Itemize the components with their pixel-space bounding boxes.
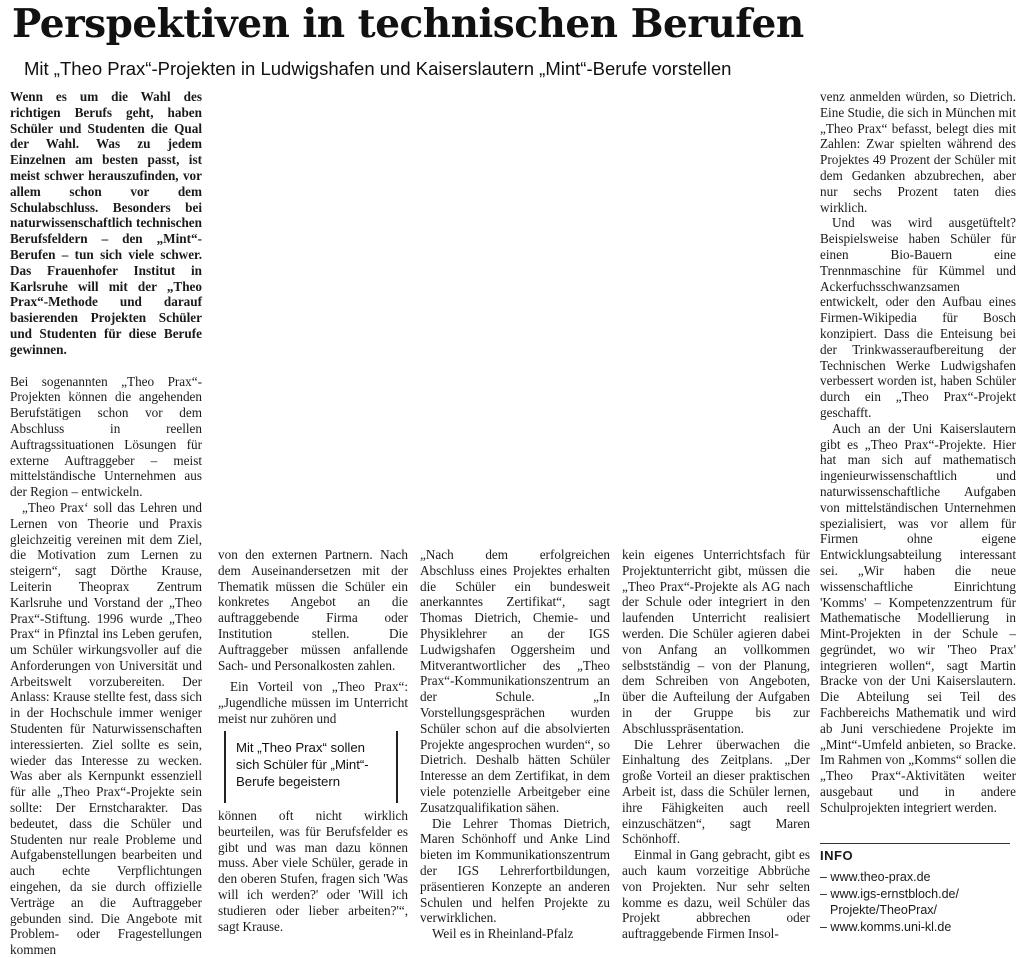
body-paragraph: können oft nicht wirklich beurteilen, was für Berufsfelder es gibt und was man dazu können muss. Aber viele Schüler, gerade in den oberen Stufen, fragen sich 'Was will ich werden?' oder 'Will ich studieren oder lieber arbeiten?'“, sagt Krause. [218,808,408,934]
pull-quote-line: sich Schüler für „Mint“- [236,757,369,772]
pull-quote-line: Mit „Theo Prax“ sollen [236,740,365,755]
body-paragraph: Ein Vorteil von „Theo Prax“: „Jugendliche müssen im Unterricht meist nur zuhören und [218,679,408,726]
info-link[interactable]: – www.theo-prax.de [820,870,931,884]
body-paragraph: „Theo Prax‘ soll das Lehren und Lernen von Theorie und Praxis gleichzeitig vereinen mit dem Ziel, die Motivation zum Lernen zu steigern“, sagt Dörthe Krause, Leiterin Theoprax Zentrum Karlsruhe und Vorstand der „Theo Prax“-Stiftung. 1996 wurde „Theo Prax“ in Pfinztal ins Leben gerufen, um Schüler wirkungsvoller auf die Anforderungen von Universität und Arbeitswelt vorzubereiten. Der Anlass: Krause stellte fest, dass sich in der Hochschule immer weniger Studenten für Naturwissenschaften interessierten. Ziel sollte es sein, wieder das Interesse zu wecken. Was aber als Kernpunkt essenziell für alle „Theo Prax“-Projekte sein sollte: Der Ernstcharakter. Das bedeutet, dass die Schüler und Studenten nur reale Probleme und Aufgabenstellungen bearbeiten und auch echte Verpflichtungen eingehen, da sie durch offizielle Verträge an die Auftraggeber gebunden sind. Die Angebote mit Problem- oder Fragestellungen kommen [10,499,202,958]
body-paragraph: von den externen Partnern. Nach dem Auseinandersetzen mit der Thematik müssen die Schüler ein konkretes Angebot an die auftraggebende Firma oder Institution stellen. Die Auftraggeber müssen anfallende Sach- und Personalkosten zahlen. [218,547,408,673]
pull-quote-line: Berufe begeistern [236,774,341,789]
column-2-continued [218,808,408,933]
body-paragraph: kein eigenes Unterrichtsfach für Projektunterricht gibt, müssen die „Theo Prax“-Projekte als AG nach der Schule oder integriert in den laufenden Unterricht realisiert werden. Die Schüler agieren dabei von Anfang an vollkommen selbstständig – von der Planung, dem Schreiben von Angeboten, über die Aufteilung der Aufgaben in der Gruppe bis zur Abschlusspräsentation. [622,547,810,736]
column-2 [218,547,408,727]
lead-paragraph: Wenn es um die Wahl des richtigen Berufs geht, haben Schüler und Studenten die Qual der Wahl. Was zu jedem Einzelnen am besten passt, ist meist schwer herauszufinden, vor allem schon vor dem Schulabschluss. Besonders bei naturwissenschaftlich technischen Berufsfeldern – den „Mint“-Berufen – tun sich viele schwer. Das Frauenhofer Institut in Karlsruhe will mit der „Theo Prax“-Methode und darauf basierenden Projekten Schüler und Studenten für diese Berufe gewinnen. [10,89,202,357]
body-paragraph: Und was wird ausgetüftelt? Beispielsweise haben Schüler für einen Bio-Bauern eine Trennmaschine für Kümmel und Ackerfuchsschwanzsamen entwickelt, oder den Aufbau eines Firmen-Wikipedia für Bosch konzipiert. Dass die Enteisung bei der Trinkwasseraufbereitung der Technischen Werke Ludwigshafen verbessert worden ist, haben Schüler durch ein „Theo Prax“-Projekt geschafft. [820,215,1016,420]
body-paragraph: Bei sogenannten „Theo Prax“-Projekten können die angehenden Berufstätigen schon vor dem Abschluss in reellen Auftragssituationen Lösungen für externe Auftraggeber – meist mittelständische Unternehmen aus der Region – entwickeln. [10,373,202,500]
column-3 [420,547,610,942]
info-box [820,843,1020,935]
info-link[interactable]: Projekte/TheoPrax/ [830,903,937,917]
info-link[interactable]: – www.igs-ernstbloch.de/ [820,886,959,901]
article-subheadline: Mit „Theo Prax“-Projekten in Ludwigshafen und Kaiserslautern „Mint“-Berufe vorstellen [24,58,732,79]
body-paragraph: Die Lehrer Thomas Dietrich, Maren Schönhoff und Anke Lind bieten im Kommunikationszentrum der IGS Lehrerfortbildungen, präsentieren Konzepte an anderen Schulen und helfen Projekte zu verwirklichen. [420,815,610,926]
body-paragraph: Weil es in Rheinland-Pfalz [432,926,574,942]
body-paragraph: Auch an der Uni Kaiserslautern gibt es „Theo Prax“-Projekte. Hier hat man sich auf mathematisch ingenieurwissenschaftlich und naturwissenschaftliche Aufgaben von mittelständischen Unternehmen spezialisiert, was vor allem für Firmen ohne eigene Entwicklungsabteilung interessant sei. „Wir haben die neue wissenschaftliche Einrichtung 'Komms' – Kompetenzzentrum für Mathematische Modellierung in Mint-Projekten in der Schule – gegründet, wo wir 'Theo Prax' integrieren wollen“, sagt Martin Bracke von der Uni Kaiserslautern. Die Abteilung sei Teil des Fachbereichs Mathematik und wird ab Juni verschiedene Projekte im „Mint“-Umfeld anbieten, so Bracke. Im Rahmen von „Komms“ sollen die „Theo Prax“-Aktivitäten weiter ausgebaut und in andere Schulprojekten integriert werden. [820,420,1016,815]
body-paragraph: Die Lehrer überwachen die Einhaltung des Zeitplans. „Der große Vorteil an dieser praktischen Arbeit ist, dass die Schüler lernen, ihre Fähigkeiten auch reell einzuschätzen“, sagt Maren Schönhoff. [622,736,810,847]
column-1 [10,89,202,958]
info-title: INFO [820,843,1010,863]
body-paragraph: „Nach dem erfolgreichen Abschluss eines Projektes erhalten die Schüler ein bundesweit anerkanntes Zertifikat“, sagt Thomas Dietrich, Chemie- und Physiklehrer an der IGS Ludwigshafen Oggersheim und Mitverantwortlicher des „Theo Prax“-Kommunikationszentrum an der Schule. „In Vorstellungsgesprächen wurden Schüler schon auf die absolvierten Projekte angesprochen wurden“, so Dietrich. Deshalb hätten Schüler Interesse an dem Zertifikat, in dem viele potenzielle Arbeitgeber eine Zusatzqualifikation sähen. [420,547,610,815]
article-headline: Perspektiven in technischen Berufen [12,1,804,47]
pull-quote [224,731,398,803]
column-4 [622,547,810,942]
info-link[interactable]: – www.komms.uni-kl.de [820,919,952,934]
body-paragraph: Einmal in Gang gebracht, gibt es auch kaum vorzeitige Abbrüche von Projekten. Nur sehr selten komme es dazu, weil Schüler das Projekt abbrechen oder auftraggebende Firmen Insol- [622,847,810,942]
body-paragraph: venz anmelden würden, so Dietrich. Eine Studie, die sich in München mit „Theo Prax“ befasst, belegt dies mit Zahlen: Zwar spielten während des Projektes 49 Prozent der Schüler mit dem Gedanken abzubrechen, aber nur sechs Prozent taten dies wirklich. [820,89,1016,215]
column-5 [820,89,1016,839]
